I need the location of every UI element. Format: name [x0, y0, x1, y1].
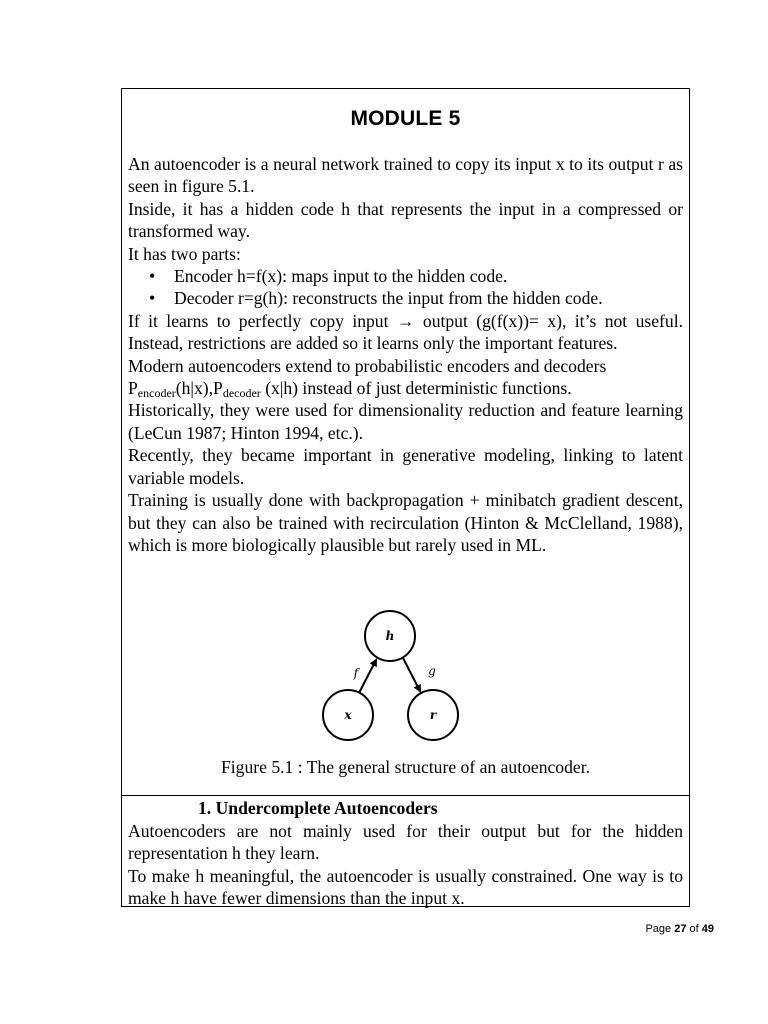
output-node-label: r	[429, 708, 437, 722]
paragraph: Historically, they were used for dimensionality reduction and feature learning (LeCun 1987; Hinton 1994, etc.).	[128, 400, 683, 443]
paragraph: Inside, it has a hidden code h that represents the input in a compressed or transformed way.	[128, 198, 683, 242]
paragraph: Modern autoencoders extend to probabilistic encoders and decoders	[128, 355, 607, 376]
paragraph: It has two parts:	[128, 243, 241, 264]
section-heading: 1. Undercomplete Autoencoders	[198, 798, 438, 818]
paragraph: An autoencoder is a neural network trained to copy its input x to its output r as seen in figure 5.1.	[128, 154, 683, 197]
list-item: • Decoder r=g(h): reconstructs the input from the hidden code.	[149, 288, 603, 309]
content-frame	[121, 88, 690, 907]
intro-text	[128, 153, 683, 556]
figure-caption: Figure 5.1 : The general structure of an autoencoder.	[220, 757, 590, 777]
decoder-label: g	[428, 664, 436, 678]
parts-list	[128, 265, 683, 310]
input-node-label: x	[344, 708, 352, 722]
paragraph: If it learns to perfectly copy input → output (g(f(x))= x), it’s not useful. Instead, restrictions are added so it learns only the important features.	[128, 310, 683, 354]
section-text	[128, 820, 683, 910]
page-number: Page 27 of 49	[645, 923, 714, 935]
bullet-icon: •	[149, 266, 156, 287]
paragraph: Autoencoders are not mainly used for their output but for the hidden representation h they learn.	[128, 821, 683, 864]
encoder-arrow	[359, 660, 376, 693]
paragraph: To make h meaningful, the autoencoder is usually constrained. One way is to make h have fewer dimensions than the input x.	[128, 865, 683, 909]
paragraph: Training is usually done with backpropagation + minibatch gradient descent, but they can also be trained with recirculation (Hinton & McClelland, 1988), which is more biologically plausible but rarely used in ML.	[128, 490, 683, 555]
section-divider	[122, 795, 689, 796]
paragraph: Recently, they became important in generative modeling, linking to latent variable models.	[128, 445, 683, 488]
autoencoder-diagram	[312, 609, 462, 749]
decoder-arrow	[403, 658, 420, 691]
list-item: • Encoder h=f(x): maps input to the hidden code.	[149, 266, 508, 287]
hidden-node-label: h	[385, 629, 395, 643]
bullet-icon: •	[149, 288, 156, 309]
page-title: MODULE 5	[350, 107, 461, 130]
paragraph-probabilistic: $P_{encoder}(h|x),P_{decoder}$ (x|h) instead of just deterministic functions.	[128, 378, 572, 401]
encoder-label: f	[353, 666, 359, 680]
